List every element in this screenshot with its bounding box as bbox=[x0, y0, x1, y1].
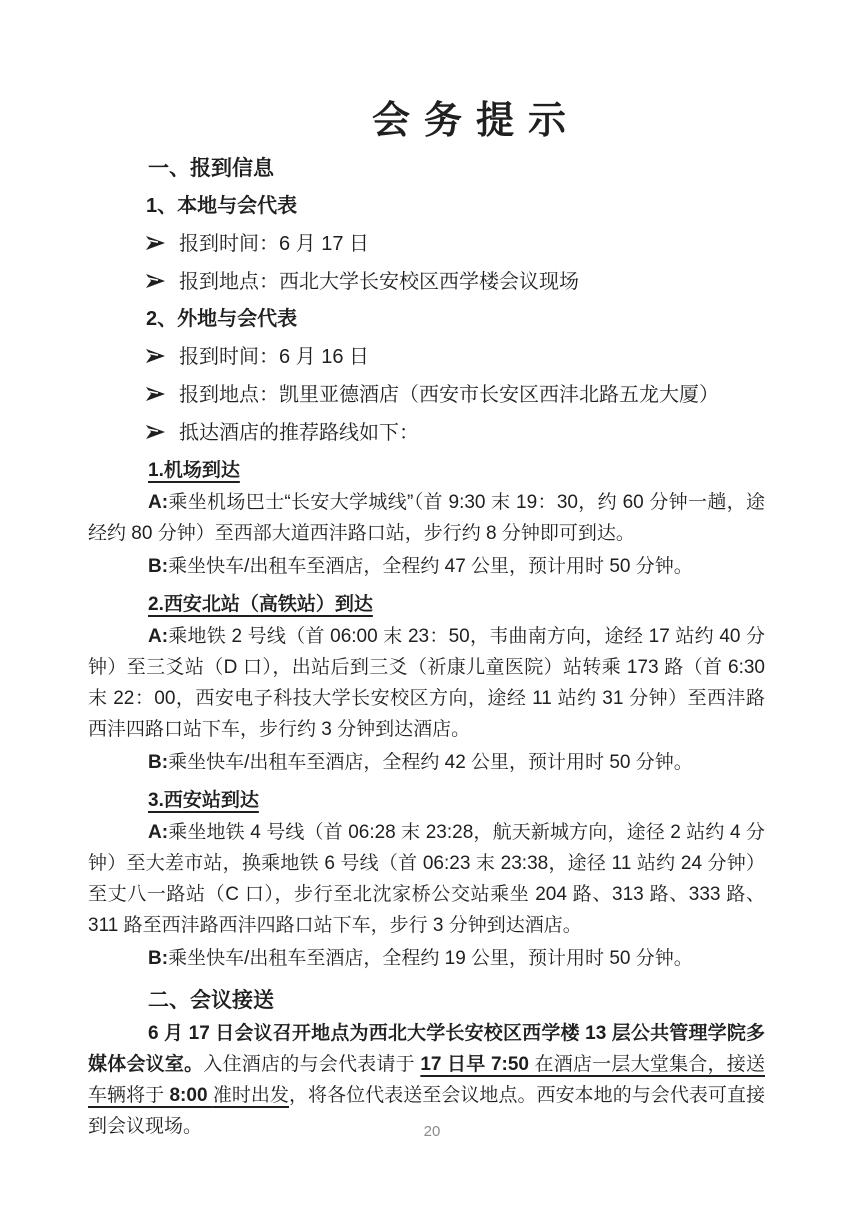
arrow-bullet-icon bbox=[146, 343, 165, 373]
shuttle-time-2: 8:00 bbox=[169, 1085, 213, 1106]
option-text: 乘地铁 2 号线（首 06:00 末 23：50，韦曲南方向，途经 17 站约 40 分钟）至三爻站（D 口），出站后到三爻（祈康儿童医院）站转乘 173 路（首 6:30 末 22：00，西安电子科技大学长安校区方向，途经 11 站约 31 分钟）至西沣路西沣四路口站下车，步行约 3 分钟到达酒店。 bbox=[88, 626, 765, 740]
subsection-heading-local: 1、本地与会代表 bbox=[146, 195, 298, 217]
bullet-item bbox=[88, 267, 765, 297]
option-prefix: A: bbox=[148, 822, 169, 843]
bullet-text: 报到地点：西北大学长安校区西学楼会议现场 bbox=[179, 271, 579, 293]
bullet-item bbox=[88, 342, 765, 372]
doc-content bbox=[88, 154, 765, 1142]
arrow-bullet-icon bbox=[146, 230, 165, 260]
option-text: 乘坐机场巴士“长安大学城线”（首 9:30 末 19：30，约 60 分钟一趟，途经约 80 分钟）至西部大道西沣路口站，步行约 8 分钟即可到达。 bbox=[88, 492, 765, 544]
route-option-paragraph bbox=[88, 621, 765, 745]
route-option-paragraph bbox=[88, 551, 765, 582]
option-prefix: A: bbox=[148, 492, 169, 513]
route-option-paragraph bbox=[88, 747, 765, 778]
bullet-item bbox=[88, 380, 765, 410]
shuttle-underline-text: 准时出发 bbox=[212, 1085, 290, 1106]
shuttle-text: 入住酒店的与会代表请于 bbox=[203, 1054, 421, 1075]
option-text: 乘坐快车/出租车至酒店，全程约 19 公里，预计用时 50 分钟。 bbox=[168, 948, 693, 969]
shuttle-text: ，将各位代表送至会议地点。西安本地的与会代表可直接到会议现场。 bbox=[88, 1085, 765, 1137]
option-text: 乘坐地铁 4 号线（首 06:28 末 23:28，航天新城方向，途径 2 站约 4 分钟）至大差市站，换乘地铁 6 号线（首 06:23 末 23:38，途径 11 站约 24 分钟）至丈八一路站（C 口），步行至北沈家桥公交站乘坐 204 路、313 路、333 路、311 路至西沣路西沣四路口站下车，步行 3 分钟到达酒店。 bbox=[88, 822, 765, 936]
page-number: 20 bbox=[423, 1123, 441, 1140]
subsection-heading-nonlocal: 2、外地与会代表 bbox=[146, 308, 298, 330]
route-option-paragraph bbox=[88, 943, 765, 974]
bullet-item bbox=[88, 418, 765, 448]
bullet-text: 报到时间：6 月 17 日 bbox=[179, 233, 370, 255]
doc-title: 会务提示 bbox=[371, 100, 580, 142]
option-prefix: B: bbox=[148, 948, 169, 969]
section-heading-shuttle: 二、会议接送 bbox=[148, 989, 274, 1012]
route-option-paragraph bbox=[88, 487, 765, 549]
arrow-bullet-icon bbox=[146, 419, 165, 449]
bullet-text: 报到时间：6 月 16 日 bbox=[179, 346, 370, 368]
shuttle-time-1: 17 日早 7:50 bbox=[420, 1054, 535, 1075]
route-heading-xian-station: 3.西安站到达 bbox=[148, 790, 259, 811]
section-heading-registration: 一、报到信息 bbox=[148, 157, 274, 180]
option-text: 乘坐快车/出租车至酒店，全程约 47 公里，预计用时 50 分钟。 bbox=[168, 556, 693, 577]
option-prefix: A: bbox=[148, 626, 169, 647]
shuttle-underline-text: 在酒店一层大堂集合，接送车辆将于 bbox=[88, 1054, 765, 1106]
option-prefix: B: bbox=[148, 556, 169, 577]
arrow-bullet-icon bbox=[146, 268, 165, 298]
route-option-paragraph bbox=[88, 817, 765, 941]
bullet-item bbox=[88, 229, 765, 259]
arrow-bullet-icon bbox=[146, 381, 165, 411]
route-heading-north-station: 2.西安北站（高铁站）到达 bbox=[148, 594, 373, 615]
route-heading-airport: 1.机场到达 bbox=[148, 460, 240, 481]
bullet-text: 抵达酒店的推荐路线如下： bbox=[179, 422, 419, 444]
option-text: 乘坐快车/出租车至酒店，全程约 42 公里，预计用时 50 分钟。 bbox=[168, 752, 693, 773]
shuttle-bold-intro: 6 月 17 日会议召开地点为西北大学长安校区西学楼 13 层公共管理学院多媒体会议室。 bbox=[88, 1023, 765, 1075]
option-prefix: B: bbox=[148, 752, 169, 773]
bullet-text: 报到地点：凯里亚德酒店（西安市长安区西沣北路五龙大厦） bbox=[179, 384, 719, 406]
